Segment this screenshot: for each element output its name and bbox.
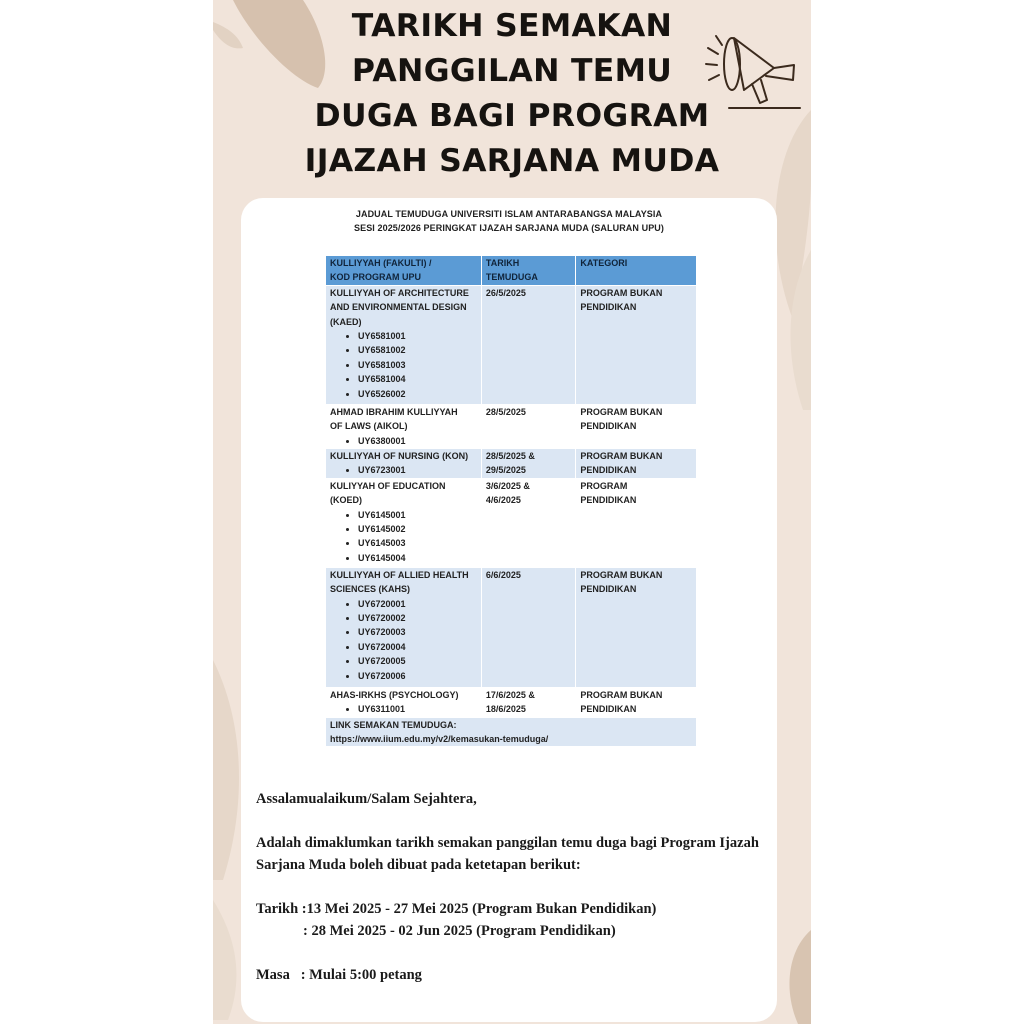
faculty-name: KULLIYYAH OF NURSING (KON)	[330, 451, 469, 462]
program-code: • UY6723001	[358, 463, 477, 477]
program-code: • UY6720001	[358, 597, 477, 611]
category-cell	[576, 687, 697, 717]
header-text: TEMUDUGA	[485, 272, 538, 283]
program-code: • UY6720003	[358, 625, 477, 639]
date-cell	[481, 285, 576, 404]
faculty-name: KULLIYYAH OF ALLIED HEALTH	[330, 569, 469, 580]
category-text: PENDIDIKAN	[580, 495, 637, 506]
program-code: • UY6720005	[358, 654, 477, 668]
category-cell	[576, 478, 697, 567]
faculty-cell	[326, 567, 482, 687]
date-cell	[481, 404, 576, 448]
program-code: • UY6720004	[358, 640, 477, 654]
headline-line: TARIKH SEMAKAN	[351, 8, 673, 44]
interview-date: 26/5/2025	[485, 287, 526, 298]
header-category	[576, 256, 697, 286]
interview-date: 28/5/2025	[485, 406, 526, 417]
program-code-list	[330, 508, 477, 566]
faculty-name: AHMAD IBRAHIM KULLIYYAH	[330, 406, 458, 417]
category-text: PROGRAM BUKAN	[580, 287, 663, 298]
date-cell	[481, 478, 576, 567]
category-text: PROGRAM BUKAN	[580, 689, 663, 700]
category-cell	[576, 567, 697, 687]
category-text: PENDIDIKAN	[580, 584, 637, 595]
date-cell	[481, 449, 576, 479]
faculty-cell	[326, 478, 482, 567]
header-text: TARIKH	[485, 258, 520, 268]
category-text: PROGRAM	[580, 480, 628, 491]
schedule-title	[241, 207, 777, 235]
interview-date: 29/5/2025	[485, 465, 526, 476]
program-code: • UY6145002	[358, 522, 477, 536]
faculty-cell	[326, 285, 482, 404]
link-row	[326, 717, 697, 747]
date-cell	[481, 687, 576, 717]
intro-line: Adalah dimaklumkan tarikh semakan panggilan temu duga bagi Program Ijazah	[256, 835, 759, 851]
category-cell	[576, 404, 697, 448]
table-row	[326, 404, 697, 448]
category-text: PROGRAM BUKAN	[580, 406, 663, 417]
interview-date: 4/6/2025	[485, 495, 521, 506]
program-code: • UY6145004	[358, 551, 477, 565]
interview-date: 28/5/2025 &	[485, 451, 535, 462]
category-cell	[576, 285, 697, 404]
category-cell	[576, 449, 697, 479]
interview-date: 17/6/2025 &	[485, 689, 535, 700]
link-cell	[326, 717, 697, 747]
headline-line: PANGGILAN TEMU	[351, 53, 673, 89]
program-code-list	[330, 702, 477, 716]
table-header-row	[326, 256, 697, 286]
header-date	[481, 256, 576, 286]
program-code: • UY6145001	[358, 508, 477, 522]
program-code: • UY6526002	[358, 387, 477, 401]
header-text: KULLIYYAH (FAKULTI) /	[330, 258, 432, 268]
faculty-name: KULLIYYAH OF ARCHITECTURE	[330, 287, 469, 298]
faculty-name: SCIENCES (KAHS)	[330, 584, 411, 595]
poster	[213, 0, 811, 1024]
faculty-name: AND ENVIRONMENTAL DESIGN	[330, 302, 467, 313]
faculty-name: (KOED)	[330, 495, 362, 506]
headline-line: DUGA BAGI PROGRAM	[314, 98, 710, 134]
category-text: PENDIDIKAN	[580, 465, 637, 476]
faculty-name: OF LAWS (AIKOL)	[330, 421, 408, 432]
content-card	[241, 198, 777, 1022]
program-code: • UY6720002	[358, 611, 477, 625]
faculty-name: KULIYYAH OF EDUCATION	[330, 480, 446, 491]
table-row	[326, 478, 697, 567]
date-line: Tarikh :13 Mei 2025 - 27 Mei 2025 (Program Bukan Pendidikan)	[256, 901, 657, 917]
faculty-name: AHAS-IRKHS (PSYCHOLOGY)	[330, 689, 459, 700]
table-row	[326, 567, 697, 687]
faculty-cell	[326, 449, 482, 479]
faculty-cell	[326, 404, 482, 448]
interview-date: 6/6/2025	[485, 569, 521, 580]
program-code: • UY6311001	[358, 702, 477, 716]
program-code: • UY6145003	[358, 536, 477, 550]
interview-schedule-table	[325, 255, 697, 747]
header-text: KOD PROGRAM UPU	[330, 272, 422, 283]
header-text: KATEGORI	[580, 258, 628, 268]
table-row	[326, 687, 697, 717]
program-code-list	[330, 463, 477, 477]
faculty-cell	[326, 687, 482, 717]
interview-date: 3/6/2025 &	[485, 480, 530, 491]
program-code: • UY6380001	[358, 434, 477, 448]
program-code: • UY6581003	[358, 358, 477, 372]
program-code-list	[330, 597, 477, 683]
category-text: PENDIDIKAN	[580, 421, 637, 432]
time-line: Masa : Mulai 5:00 petang	[256, 967, 422, 983]
program-code: • UY6581004	[358, 372, 477, 386]
leaf-decoration-bottom-right	[778, 930, 811, 1024]
program-code-list	[330, 329, 477, 401]
interview-date: 18/6/2025	[485, 704, 526, 715]
program-code: • UY6581002	[358, 343, 477, 357]
category-text: PROGRAM BUKAN	[580, 569, 663, 580]
intro-line: Sarjana Muda boleh dibuat pada ketetapan berikut:	[256, 857, 581, 873]
category-text: PROGRAM BUKAN	[580, 451, 663, 462]
header-faculty	[326, 256, 482, 286]
program-code: • UY6581001	[358, 329, 477, 343]
program-code-list	[330, 434, 477, 448]
faculty-name: (KAED)	[330, 316, 362, 327]
schedule-title-line: JADUAL TEMUDUGA UNIVERSITI ISLAM ANTARABANGSA MALAYSIA	[355, 209, 663, 219]
program-code: • UY6720006	[358, 669, 477, 683]
greeting: Assalamualaikum/Salam Sejahtera,	[256, 791, 477, 807]
schedule-title-line: SESI 2025/2026 PERINGKAT IJAZAH SARJANA MUDA (SALURAN UPU)	[353, 223, 665, 233]
megaphone-icon	[704, 28, 804, 113]
date-cell	[481, 567, 576, 687]
headline-line: IJAZAH SARJANA MUDA	[304, 143, 720, 179]
date-line: : 28 Mei 2025 - 02 Jun 2025 (Program Pendidikan)	[303, 923, 616, 939]
category-text: PENDIDIKAN	[580, 302, 637, 313]
interview-check-link[interactable]: https://www.iium.edu.my/v2/kemasukan-temuduga/	[330, 734, 549, 745]
table-row	[326, 285, 697, 404]
link-label: LINK SEMAKAN TEMUDUGA:	[330, 719, 457, 730]
announcement-text	[256, 788, 776, 986]
table-row	[326, 449, 697, 479]
category-text: PENDIDIKAN	[580, 704, 637, 715]
